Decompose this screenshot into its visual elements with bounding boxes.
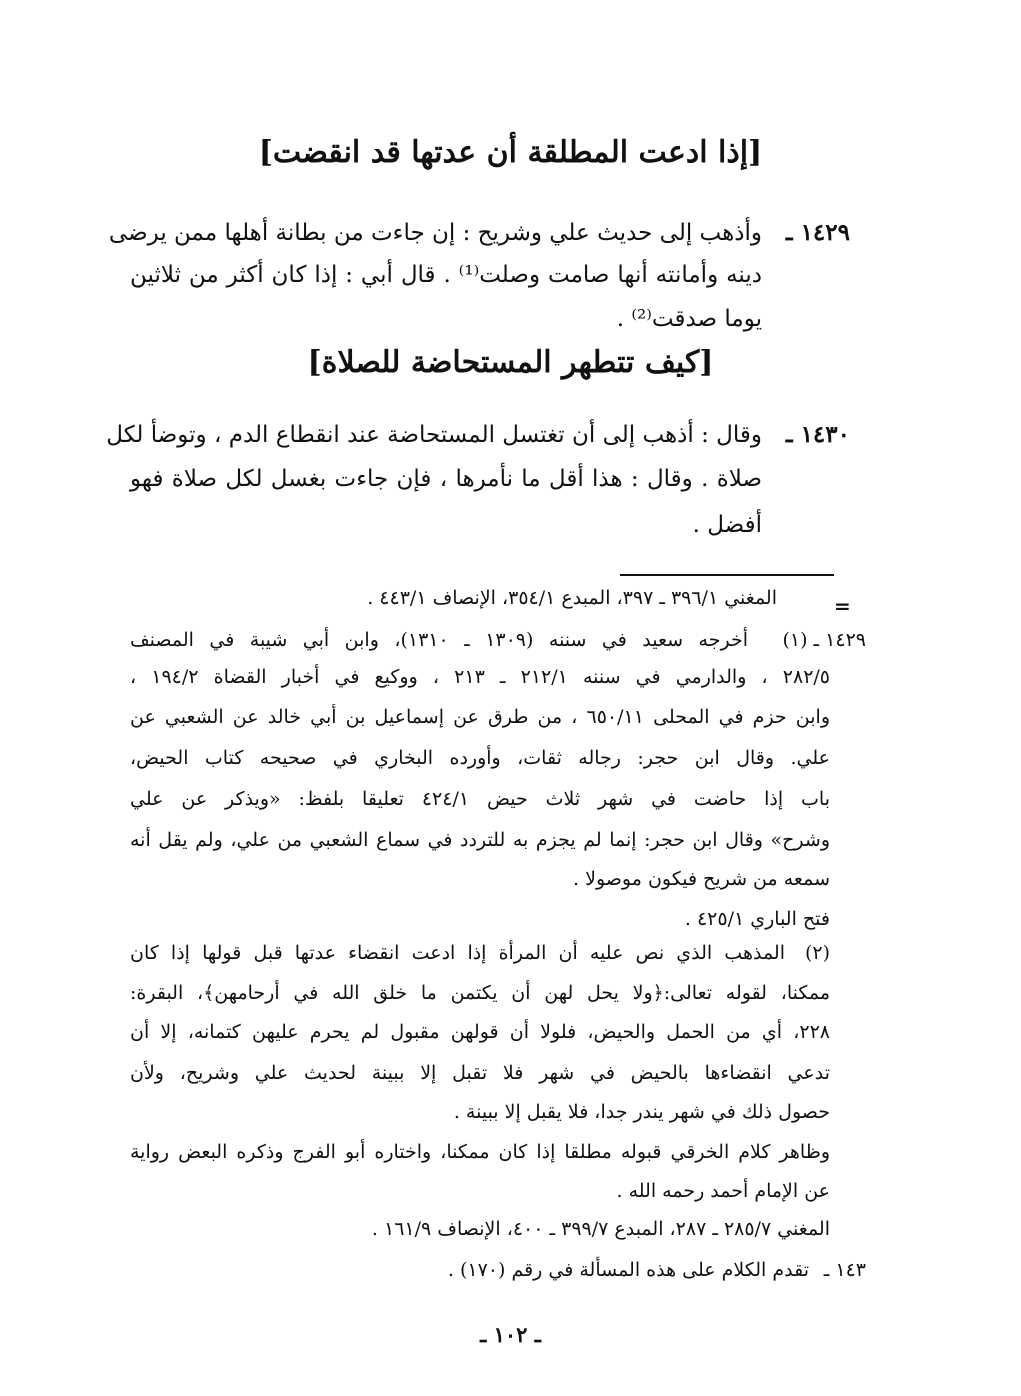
footnote-continued-reference: المغني ٣٩٦/١ ـ ٣٩٧، المبدع ٣٥٤/١، الإنصاف ٤٤٣/١ .	[367, 587, 777, 609]
footnote-line: حصول ذلك في شهر يندر جدا، فلا يقبل إلا ببينة .	[453, 1101, 830, 1123]
entry-line: يوما صدقت⁽²⁾ .	[616, 306, 762, 332]
continuation-mark: =	[834, 594, 851, 618]
footnote-divider	[620, 574, 834, 576]
footnote-2-lead: (٢)	[804, 942, 830, 964]
section-heading-mustahada-purification: [كيف تتطهر المستحاضة للصلاة]	[307, 345, 714, 380]
footnote-line: أخرجه سعيد في سننه (١٣٠٩ ـ ١٣١٠)، وابن أبي شيبة في المصنف	[130, 629, 748, 651]
footnote-line: فتح الباري ٤٢٥/١ .	[684, 908, 830, 930]
section-heading-divorcee-iddah: [إذا ادعت المطلقة أن عدتها قد انقضت]	[258, 135, 763, 170]
entry-number: ١٤٢٩ ـ	[785, 219, 850, 246]
footnote-line: ممكنا، لقوله تعالى:﴿ولا يحل لهن أن يكتمن ما خلق الله في أرحامهن﴾، البقرة:	[130, 982, 830, 1004]
footnote-line: تقدم الكلام على هذه المسألة في رقم (١٧٠) .	[447, 1259, 809, 1281]
footnote-line: وظاهر كلام الخرقي قبوله مطلقا إذا كان ممكنا، واختاره أبو الفرج وذكره البعض رواية	[130, 1141, 830, 1163]
footnote-line: عن الإمام أحمد رحمه الله .	[616, 1180, 830, 1202]
entry-line: دينه وأمانته أنها صامت وصلت⁽¹⁾ . قال أبي : إذا كان أكثر من ثلاثين	[130, 262, 763, 288]
entry-1429	[108, 212, 850, 342]
entry-line: أفضل .	[692, 512, 762, 538]
entry-line: وقال : أذهب إلى أن تغتسل المستحاضة عند انقطاع الدم ، وتوضأ لكل	[106, 422, 762, 448]
entry-number: ١٤٣٠ ـ	[785, 421, 850, 448]
footnote-1430-lead: ١٤٣ ـ	[823, 1259, 866, 1281]
entry-line: وأذهب إلى حديث علي وشريح : إن جاءت من بطانة أهلها ممن يرضى	[108, 220, 762, 246]
footnote-line: وابن حزم في المحلى ٦٥٠/١١ ، من طرق عن إسماعيل بن أبي خالد عن الشعبي عن	[130, 706, 831, 728]
footnote-line: باب إذا حاضت في شهر ثلاث حيض ٤٢٤/١ تعليقا بلفظ: «ويذكر عن علي	[130, 788, 830, 810]
page-number: ـ ١٠٢ ـ	[480, 1322, 541, 1347]
footnote-1429-lead: ١٤٢٩ ـ (١)	[782, 629, 866, 651]
footnote-line: ٢٨٢/٥ ، والدارمي في سننه ٢١٢/١ ـ ٢١٣ ، ووكيع في أخبار القضاة ١٩٤/٢ ،	[130, 666, 831, 688]
footnote-line: ٢٢٨، أي من الحمل والحيض، فلولا أن قولهن مقبول لم يحرم عليهن كتمانه، إلا أن	[130, 1021, 830, 1043]
entry-line: صلاة . وقال : هذا أقل ما نأمرها ، فإن جاءت بغسل لكل صلاة فهو	[130, 466, 762, 492]
footnote-line: سمعه من شريح فيكون موصولا .	[573, 868, 830, 890]
footnote-line: علي. وقال ابن حجر: رجاله ثقات، وأورده البخاري في صحيحه كتاب الحيض،	[130, 747, 830, 769]
footnote-line: المغني ٢٨٥/٧ ـ ٢٨٧، المبدع ٣٩٩/٧ ـ ٤٠٠، الإنصاف ١٦١/٩ .	[371, 1218, 830, 1240]
footnote-line: تدعي انقضاءها بالحيض في شهر فلا تقبل إلا ببينة لحديث علي وشريح، ولأن	[130, 1062, 830, 1084]
entry-1430	[106, 414, 850, 544]
footnote-line: وشرح» وقال ابن حجر: إنما لم يجزم به للتردد في سماع الشعبي من علي، ولم يقل أنه	[130, 829, 830, 851]
footnote-line: المذهب الذي نص عليه أن المرأة إذا ادعت انقضاء عدتها قبل قولها إذا كان	[130, 942, 785, 964]
